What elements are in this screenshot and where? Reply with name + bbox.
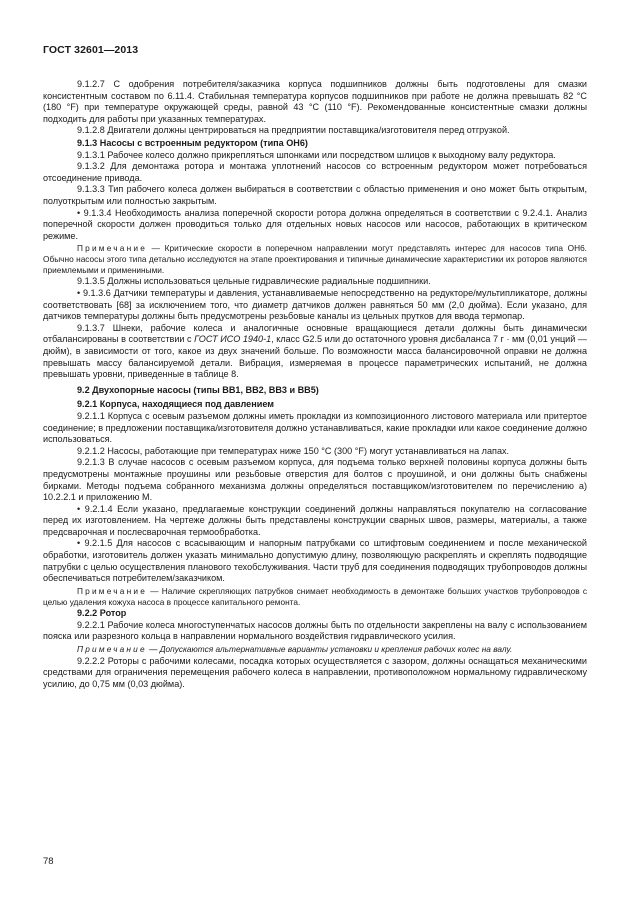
body-paragraph: • 9.1.3.4 Необходимость анализа поперечной скорости ротора должна определяться в соответствии с 9.2.4.1. Анализ поперечной скорости должен проводиться только для отдельных новых насосов или насосов, работающих в критическом режиме.: [43, 207, 587, 241]
document-header: ГОСТ 32601—2013: [43, 44, 139, 56]
note-paragraph: [43, 644, 587, 655]
section-heading: 9.2.2 Ротор: [77, 608, 127, 619]
note-text: — Допускаются альтернативные варианты установки и крепления рабочих колес на валу.: [146, 644, 513, 655]
paragraph-text: , класс G2.5 или до остаточного уровня дисбаланса 7 г · мм (0,01 унций — дюйм), в зависимости от того, какое из двух значений больше. По возможности масса балансировочной оправки не должна превышать массу балансируемой детали. Вибрация, измеряемая в процессе параметрических испытаний, не должна превышать уровни, приведенные в таблице 8.: [43, 334, 587, 380]
paragraph-text: 9.1.3.7 Шнеки, рабочие колеса и аналогичные основные вращающиеся детали должны быть динамически отбалансированы в соответствии с: [43, 322, 587, 345]
section-heading: 9.2.1 Корпуса, находящиеся под давлением: [77, 399, 274, 410]
page-number: 78: [43, 856, 54, 867]
body-paragraph: 9.1.2.7 С одобрения потребителя/заказчика корпуса подшипников должны быть подготовлены для смазки консистентным составом по 6.11.4. Стабильная температура корпусов подшипников при работе не должна превышать 82 °С (180 °F) при температуре окружающей среды, равной 43 °С (110 °F). Рекомендованные консистентные смазки должны подходить для работы при указанных температурах.: [43, 79, 587, 124]
body-paragraph: [43, 323, 587, 381]
body-paragraph: 9.1.3.2 Для демонтажа ротора и монтажа уплотнений насосов со встроенным редуктором может потребоваться отсоединение привода.: [43, 161, 587, 183]
note-paragraph: [43, 586, 587, 607]
body-paragraph: 9.2.1.2 Насосы, работающие при температурах ниже 150 °С (300 °F) могут устанавливаться на лапах.: [77, 445, 510, 456]
body-paragraph: 9.1.3.1 Рабочее колесо должно прикрепляться шпонками или посредством шлицов к выходному валу редуктора.: [77, 149, 556, 160]
body-paragraph: 9.2.1.1 Корпуса с осевым разъемом должны иметь прокладки из композиционного листового материала или притертое соединение; в предложении поставщика/изготовителя должно устанавливаться, какие прокладки или какое соединение должно использоваться.: [43, 410, 587, 445]
body-paragraph: • 9.2.1.5 Для насосов с всасывающим и напорным патрубками со штифтовым соединением и после механической обработки, изготовитель должен указать минимально допустимую длину, позволяющую раскреплять и скреплять подводящие патрубки с целью осуществления планового техобслуживания. Части труб для соединения подводящих трубопроводов должны обеспечиваться потребителем/заказчиком.: [43, 538, 587, 584]
note-label: Примечание: [77, 585, 148, 596]
standard-reference: ГОСТ ИСО 1940-1: [194, 334, 272, 345]
body-paragraph: 9.1.3.5 Должны использоваться цельные гидравлические радиальные подшипники.: [77, 276, 431, 287]
body-paragraph: 9.1.2.8 Двигатели должны центрироваться на предприятии поставщика/изготовителя перед отгрузкой.: [77, 125, 510, 136]
section-heading: 9.2 Двухопорные насосы (типы ВВ1, ВВ2, ВВ3 и ВВ5): [77, 384, 319, 395]
note-text: — Наличие скрепляющих патрубков снимает необходимость в демонтаже больших участков трубопроводов с целью удаления кожуха насоса в процессе капитального ремонта.: [43, 585, 587, 607]
note-label: Примечание: [77, 243, 148, 254]
body-paragraph: • 9.2.1.4 Если указано, предлагаемые конструкции соединений должны направляться покупателю на согласование перед их изготовлением. На чертеже должны быть представлены конструкции сварных швов, размеры, материалы, а также предсварочная и послесварочная термообработка.: [43, 503, 587, 537]
note-text: — Критические скорости в поперечном направлении могут представлять интерес для насосов типа ОН6. Обычно насосы этого типа детально исследуются на этапе проектирования и типичные динамические характеристики их роторов являются приемлемыми и примениными.: [43, 243, 587, 275]
body-paragraph: • 9.1.3.6 Датчики температуры и давления, устанавливаемые непосредственно на редукторе/мультипликаторе, должны соответствовать [68] за исключением того, что диаметр датчиков должен равняться 50 мм (2,0 дюйма). Если указано, для датчиков температуры должны быть предусмотрены резьбовые каналы из цельных прутков для ввода термопар.: [43, 288, 587, 322]
body-paragraph: 9.2.2.1 Рабочие колеса многоступенчатых насосов должны быть по отдельности закреплены на валу с использованием пояска или разрезного кольца в направлении нормального воздействия гидравлического усилия.: [43, 619, 587, 642]
body-paragraph: 9.2.2.2 Роторы с рабочими колесами, посадка которых осуществляется с зазором, должны оснащаться механическими средствами для ограничения перемещения рабочего колеса в направлении, противоположном нормальному гидравлическому усилию, до 0,75 мм (0,03 дюйма).: [43, 655, 587, 689]
body-paragraph: 9.2.1.3 В случае насосов с осевым разъемом корпуса, для подъема только верхней половины корпуса должны быть предусмотрены монтажные проушины или резьбовые отверстия для болтов с проушиной, и они должны быть снабжены бирками. Методы подъема собранного механизма должны определяться поставщиком/изготовителем по перечислению а) 10.2.2.1 и приложению М.: [43, 457, 587, 503]
note-paragraph: [43, 243, 587, 275]
section-heading: 9.1.3 Насосы с встроенным редуктором (типа ОН6): [77, 137, 308, 148]
body-paragraph: 9.1.3.3 Тип рабочего колеса должен выбираться в соответствии с областью применения и оно может быть открытым, полуоткрытым или полностью закрытым.: [43, 184, 587, 206]
document-body: [43, 79, 587, 691]
note-label: Примечание: [77, 644, 147, 655]
